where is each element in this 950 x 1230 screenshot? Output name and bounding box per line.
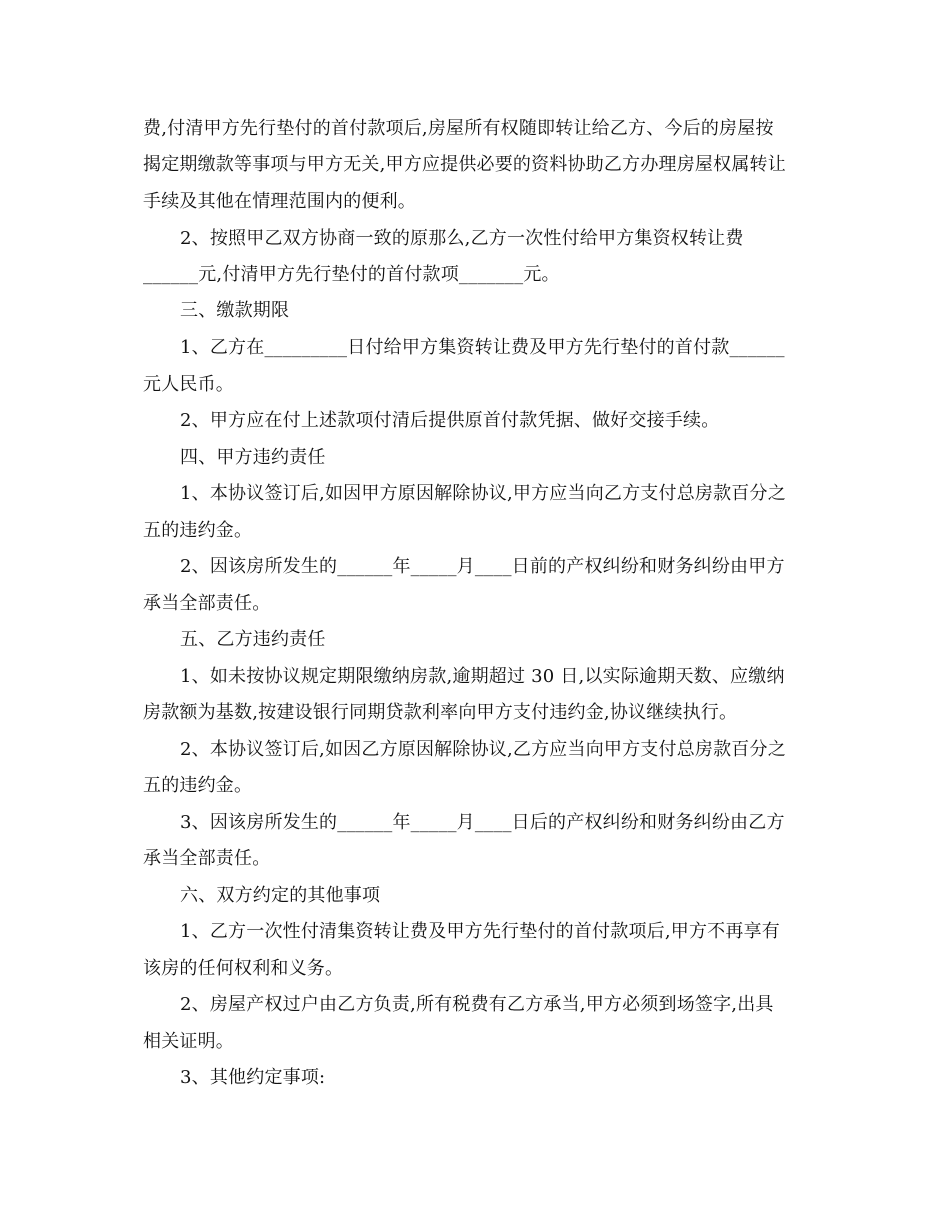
- text-line: 五的违约金。: [143, 775, 253, 796]
- text-line: ______元,付清甲方先行垫付的首付款项_______元。: [143, 264, 560, 285]
- text-line: 该房的任何权利和义务。: [143, 958, 344, 979]
- text-line: 2、因该房所发生的______年_____月____日前的产权纠纷和财务纠纷由甲方: [180, 556, 785, 577]
- section-heading: 四、甲方违约责任: [180, 447, 326, 468]
- text-line: 揭定期缴款等事项与甲方无关,甲方应提供必要的资料协助乙方办理房屋权属转让: [143, 154, 786, 175]
- text-line: 3、因该房所发生的______年_____月____日后的产权纠纷和财务纠纷由乙方: [180, 812, 785, 833]
- section-heading: 六、双方约定的其他事项: [180, 885, 381, 906]
- text-line: 2、按照甲乙双方协商一致的原那么,乙方一次性付给甲方集资权转让费: [180, 228, 744, 249]
- text-line: 2、本协议签订后,如因乙方原因解除协议,乙方应当向甲方支付总房款百分之: [180, 739, 786, 760]
- text-line: 承当全部责任。: [143, 848, 271, 869]
- text-line: 2、房屋产权过户由乙方负责,所有税费有乙方承当,甲方必须到场签字,出具: [180, 994, 774, 1015]
- text-line: 1、如未按协议规定期限缴纳房款,逾期超过 30 日,以实际逾期天数、应缴纳: [180, 666, 785, 687]
- text-line: 房款额为基数,按建设银行同期贷款利率向甲方支付违约金,协议继续执行。: [143, 702, 738, 723]
- text-line: 2、甲方应在付上述款项付清后提供原首付款凭据、做好交接手续。: [180, 410, 720, 431]
- text-line: 1、本协议签订后,如因甲方原因解除协议,甲方应当向乙方支付总房款百分之: [180, 483, 786, 504]
- text-line: 手续及其他在情理范围内的便利。: [143, 191, 416, 212]
- section-heading: 五、乙方违约责任: [180, 629, 326, 650]
- text-line: 五的违约金。: [143, 520, 253, 541]
- text-line: 费,付清甲方先行垫付的首付款项后,房屋所有权随即转让给乙方、今后的房屋按: [143, 118, 774, 139]
- text-line: 3、其他约定事项:: [180, 1067, 326, 1088]
- text-line: 元人民币。: [143, 374, 234, 395]
- text-line: 1、乙方一次性付清集资转让费及甲方先行垫付的首付款项后,甲方不再享有: [180, 921, 780, 942]
- text-line: 相关证明。: [143, 1031, 234, 1052]
- section-heading: 三、缴款期限: [180, 300, 290, 321]
- text-line: 承当全部责任。: [143, 593, 271, 614]
- text-line: 1、乙方在_________日付给甲方集资转让费及甲方先行垫付的首付款______: [180, 337, 785, 358]
